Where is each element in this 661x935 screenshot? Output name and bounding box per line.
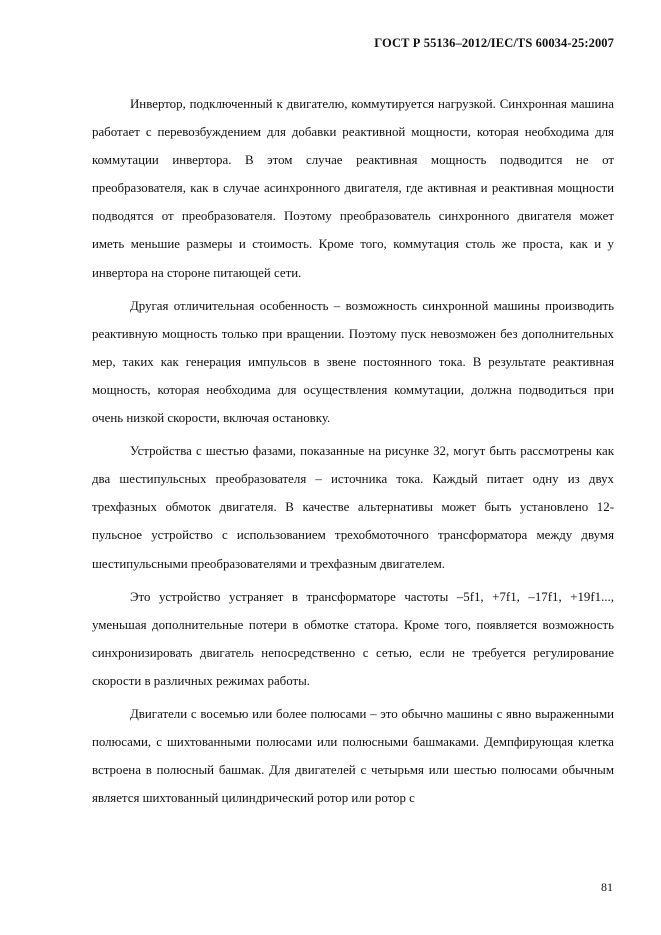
paragraph-3: Устройства с шестью фазами, показанные на рисунке 32, могут быть рассмотрены как два шестипульсных преобразователя – источника тока. Каждый питает одну из двух трехфазных обмоток двигателя. В качестве альтернативы может быть установлено 12-пульсное устройство с использованием трехобмоточного трансформатора между двумя шестипульсными преобразователями и трехфазным двигателем.: [92, 444, 614, 571]
page-number: 81: [601, 880, 613, 894]
paragraph-5: Двигатели с восемью или более полюсами – это обычно машины с явно выраженными полюсами, с шихтованными полюсами или полюсными башмаками. Демпфирующая клетка встроена в полюсный башмак. Для двигателей с четырьмя или шестью полюсами обычным является шихтованный цилиндрический ротор или ротор с: [92, 706, 614, 806]
paragraph-2: Другая отличительная особенность – возможность синхронной машины производить реактивную мощность только при вращении. Поэтому пуск невозможен без дополнительных мер, таких как генерация импульсов в звене постоянного тока. В результате реактивная мощность, которая необходима для осуществления коммутации, должна подводиться при очень низкой скорости, включая остановку.: [92, 298, 614, 426]
paragraph-4: Это устройство устраняет в трансформаторе частоты –5f1, +7f1, –17f1, +19f1..., уменьшая дополнительные потери в обмотке статора. Кроме того, появляется возможность синхронизировать двигатель непосредственно с сетью, если не требуется регулирование скорости в различных режимах работы.: [92, 589, 614, 688]
paragraph-1: Инвертор, подключенный к двигателю, коммутируется нагрузкой. Синхронная машина работает с перевозбуждением для добавки реактивной мощности, которая необходима для коммутации инвертора. В этом случае реактивная мощность подводится не от преобразователя, как в случае асинхронного двигателя, где активная и реактивная мощности подводятся от преобразователя. Поэтому преобразователь синхронного двигателя может иметь меньшие размеры и стоимость. Кроме того, коммутация столь же проста, как и у инвертора на стороне питающей сети.: [92, 97, 614, 280]
document-header: ГОСТ Р 55136–2012/IEC/TS 60034-25:2007: [374, 36, 614, 50]
body-text: [92, 90, 614, 812]
